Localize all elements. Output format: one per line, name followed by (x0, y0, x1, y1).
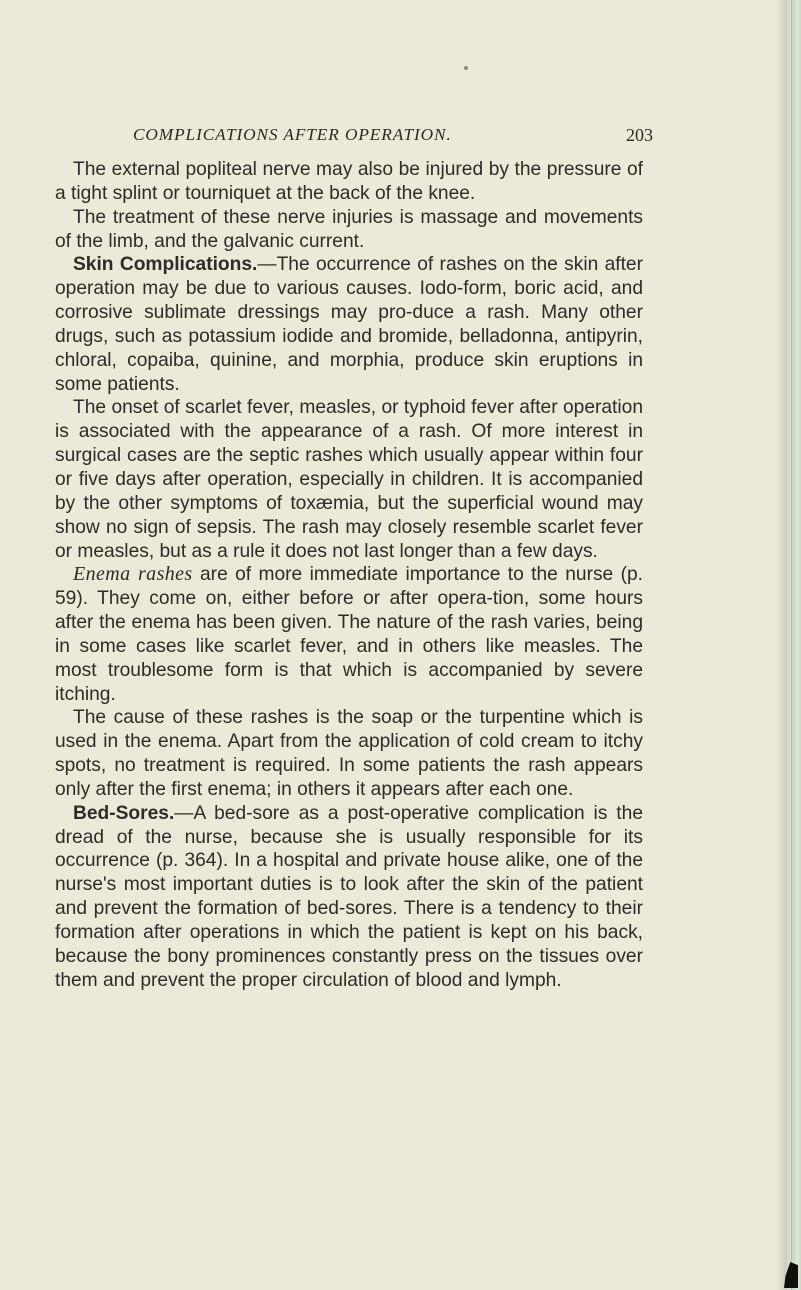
paragraph-external-popliteal: The external popliteal nerve may also be injured by the pressure of a tight splint or tourniquet at the back of the knee. (55, 159, 643, 204)
enema-rashes-term: Enema rashes (73, 563, 193, 586)
enema-rashes-text: are of more immediate importance to the nurse (p. 59). They come on, either before or after opera-tion, some hours after the enema has been given. The nature of the rash varies, being in some cases like scarlet fever, and in others like measles. The most troublesome form is that which is accompanied by severe itching. (55, 564, 643, 705)
bed-sores-text: —A bed-sore as a post-operative complication is the dread of the nurse, because she is usually responsible for its occurrence (p. 364). In a hospital and private house alike, one of the nurse's most important duties is to look after the skin of the patient and prevent the formation of bed-sores. There is a tendency to their formation after operations in which the patient is kept on his back, because the bony prominences constantly press on the tissues over them and prevent the proper circulation of blood and lymph. (55, 802, 643, 991)
edge-line (791, 0, 792, 1290)
page-edge (777, 0, 801, 1290)
page-header (133, 125, 653, 153)
running-head: COMPLICATIONS AFTER OPERATION. (133, 125, 452, 144)
paragraph-bed-sores (55, 802, 643, 993)
paragraph-rash-cause: The cause of these rashes is the soap or the turpentine which is used in the enema. Apart from the application of cold cream to itchy spots, no treatment is required. In some patients the rash appears only after the first enema; in others it appears after each one. (55, 707, 643, 800)
section-heading-bed-sores: Bed-Sores. (73, 802, 175, 824)
paragraph-scarlet-fever: The onset of scarlet fever, measles, or typhoid fever after operation is associated with the appearance of a rash. Of more interest in surgical cases are the septic rashes which usually appear within four or five days after operation, especially in children. It is accompanied by the other symptoms of toxæmia, but the superficial wound may show no sign of sepsis. The rash may closely resemble scarlet fever or measles, but as a rule it does not last longer than a few days. (55, 397, 643, 562)
paragraph-skin-complications (55, 253, 643, 396)
section-heading-skin-complications: Skin Complications. (73, 254, 258, 276)
paragraph-enema-rashes (55, 563, 643, 706)
page-number: 203 (626, 125, 653, 145)
print-dot (464, 66, 468, 70)
body-text (55, 158, 643, 993)
skin-complications-text: —The occurrence of rashes on the skin after operation may be due to various causes. Iodo-form, boric acid, and corrosive sublimate dressings may pro-duce a rash. Many other drugs, such as potassium iodide and bromide, belladonna, antipyrin, chloral, copaiba, quinine, and morphia, produce skin eruptions in some patients. (55, 254, 643, 395)
paragraph-treatment: The treatment of these nerve injuries is massage and movements of the limb, and the galvanic current. (55, 206, 643, 252)
